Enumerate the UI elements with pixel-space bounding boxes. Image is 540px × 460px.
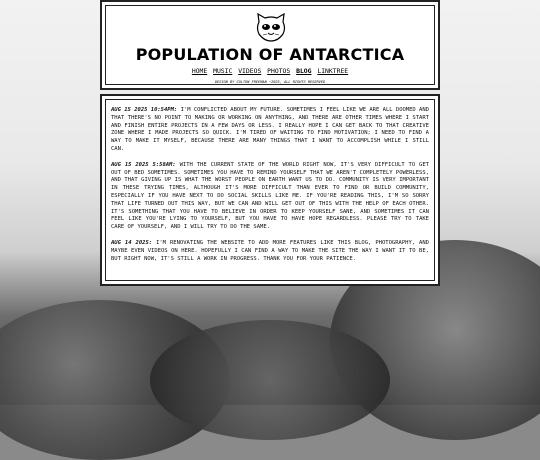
post-body: WITH THE CURRENT STATE OF THE WORLD RIGHT NOW, IT'S VERY DIFFICULT TO GET OUT OF BED SOMETIMES. SOMETIMES YOU HAVE TO REMIND YOURSELF THAT WE AREN'T COMPLETELY POWERLESS, AND THAT GIVING UP IS WHAT THE WORST PEOPLE ON EARTH WANT US TO DO. COMMUNITY IS VERY IMPORTANT IN THESE TRYING TIMES, ALTHOUGH IT'S MORE DIFFICULT THAN EVER TO FIND OR BUILD COMMUNITY, ESPECIALLY IF YOU HAVE NEXT TO DO SOCIAL SKILLS LIKE ME. IF YOU'RE READING THIS, I'M SO SORRY THAT LIFE TURNED OUT THIS WAY, BUT WE CAN AND WILL GET OUT OF THIS WITH THE HELP OF EACH OTHER. IT'S SOMETHING THAT YOU HAVE TO BELIEVE IN ORDER TO KEEP YOURSELF SANE, AND SOMETIMES IT CAN FEEL LIKE YOU'RE LYING TO YOURSELF, BUT YOU HAVE TO HAVE HOPE REGARDLESS. PLEASE TRY TO TAKE CARE OF YOURSELF, AND I WILL TRY TO DO THE SAME. <box>111 161 429 231</box>
nav-videos-link[interactable]: VIDEOS <box>238 67 262 75</box>
blog-post <box>111 107 429 154</box>
nav-bar <box>106 67 434 75</box>
post-body: I'M RENOVATING THE WEBSITE TO ADD MORE FEATURES LIKE THIS BLOG, PHOTOGRAPHY, AND MAYBE EVEN VIDEOS ON HERE. HOPEFULLY I CAN FIND A WAY TO MAKE THE SITE THE WAY I WANT IT TO BE, BUT RIGHT NOW, IT'S STILL A WORK IN PROGRESS. THANK YOU FOR YOUR PATIENCE. <box>111 239 429 262</box>
post-date: AUG 15 2025 10:54PM: <box>111 107 178 113</box>
cat-face-icon[interactable] <box>254 12 288 42</box>
nav-home-link[interactable]: HOME <box>191 67 208 75</box>
nav-music-link[interactable]: MUSIC <box>213 67 233 75</box>
blog-post <box>111 162 429 232</box>
blog-posts <box>105 99 435 281</box>
nav-blog-link[interactable]: BLOG <box>296 67 312 75</box>
design-credit: DESIGN BY COLTON FREEMAN ~2025, ALL RIGHTS RESERVED <box>214 80 326 84</box>
site-header <box>100 0 440 90</box>
tree-foliage <box>150 320 390 440</box>
blog-panel <box>100 94 440 286</box>
post-date: AUG 14 2025: <box>111 239 153 246</box>
site-title: POPULATION OF ANTARCTICA <box>135 45 405 64</box>
nav-linktree-link[interactable]: LINKTREE <box>317 67 349 75</box>
post-date: AUG 15 2025 5:58AM: <box>111 161 176 168</box>
nav-photos-link[interactable]: PHOTOS <box>267 67 291 75</box>
blog-post <box>111 240 429 263</box>
post-body: I'M CONFLICTED ABOUT MY FUTURE. SOMETIMES I FEEL LIKE WE ARE ALL DOOMED AND THAT THERE'S NO POINT TO MAKING OR WORKING ON ANYTHING, AND THERE ARE OTHER TIMES WHERE I START AND FINISH ENTIRE PROJECTS IN A FEW DAYS OR LESS. I REALLY HOPE I CAN GET BACK TO THAT CREATIVE ZONE WHERE I MADE PROJECTS SO QUICK. I'M TIRED OF WAITING TO FIND MOTIVATION; I NEED TO FIND A WAY TO MAKE IT MYSELF, BECAUSE THERE ARE MANY THINGS THAT I WANT TO ACCOMPLISH WHILE I STILL CAN. <box>111 107 429 152</box>
